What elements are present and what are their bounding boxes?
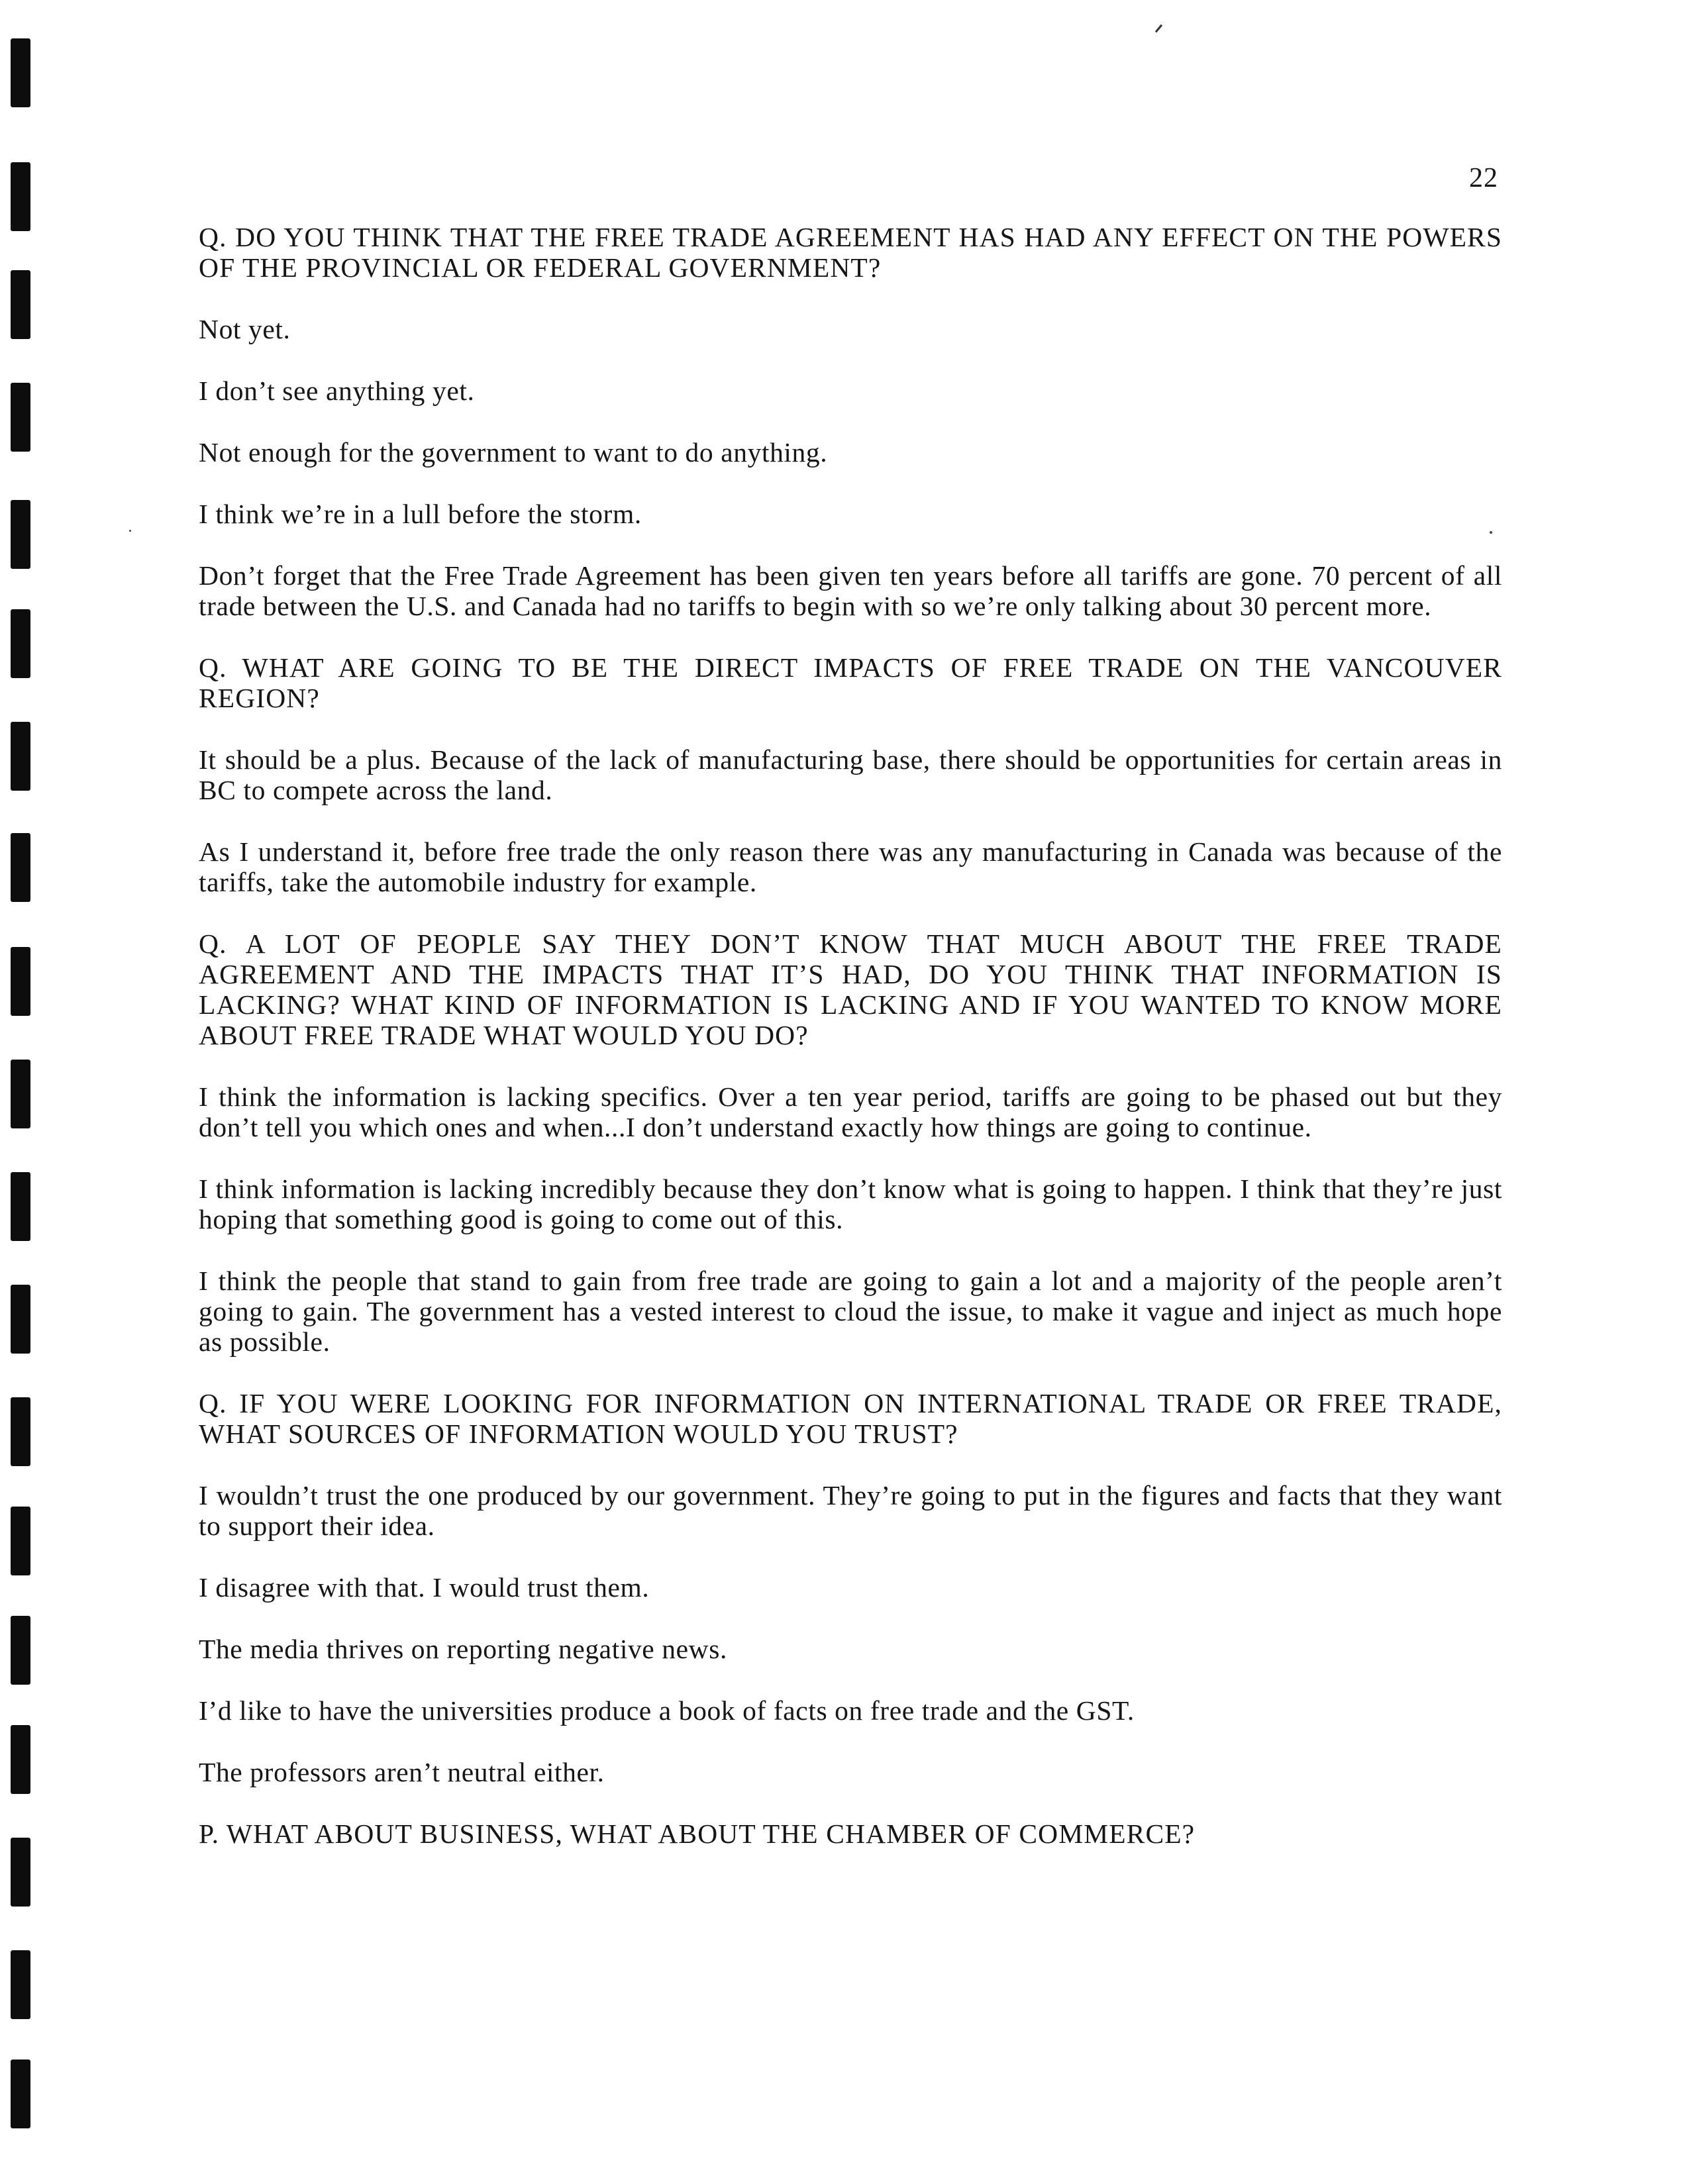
scan-speck <box>1155 25 1162 33</box>
binding-hole-mark <box>11 1725 30 1794</box>
interview-transcript <box>199 222 1502 1880</box>
answer-paragraph: I wouldn’t trust the one produced by our government. They’re going to put in the figures and facts that they want to support their idea. <box>199 1480 1502 1541</box>
binding-hole-mark <box>11 500 30 569</box>
binding-hole-mark <box>11 1397 30 1466</box>
binding-hole-mark <box>11 1616 30 1685</box>
answer-paragraph: I disagree with that. I would trust them. <box>199 1572 650 1603</box>
binding-hole-mark <box>11 947 30 1016</box>
answer-paragraph: I don’t see anything yet. <box>199 375 475 406</box>
binding-hole-mark <box>11 162 30 231</box>
binding-hole-mark <box>11 1950 30 2019</box>
binding-hole-mark <box>11 1060 30 1128</box>
answer-paragraph: I’d like to have the universities produce a book of facts on free trade and the GST. <box>199 1695 1135 1726</box>
binding-hole-mark <box>11 833 30 902</box>
scan-speck <box>129 530 131 532</box>
question-paragraph: Q. WHAT ARE GOING TO BE THE DIRECT IMPACTS OF FREE TRADE ON THE VANCOUVER REGION? <box>199 652 1502 713</box>
binding-hole-mark <box>11 383 30 452</box>
answer-paragraph: Not enough for the government to want to do anything. <box>199 437 828 468</box>
binding-hole-mark <box>11 1172 30 1241</box>
question-paragraph: Q. A LOT OF PEOPLE SAY THEY DON’T KNOW THAT MUCH ABOUT THE FREE TRADE AGREEMENT AND THE IMPACTS THAT IT’S HAD, DO YOU THINK THAT INFORMATION IS LACKING? WHAT KIND OF INFORMATION IS LACKING AND IF YOU WANTED TO KNOW MORE ABOUT FREE TRADE WHAT WOULD YOU DO? <box>199 928 1502 1050</box>
answer-paragraph: I think we’re in a lull before the storm. <box>199 499 642 529</box>
answer-paragraph: I think the people that stand to gain from free trade are going to gain a lot and a majority of the people aren’t going to gain. The government has a vested interest to cloud the issue, to make it vague and inject as much hope as possible. <box>199 1266 1502 1357</box>
answer-paragraph: Not yet. <box>199 314 291 344</box>
answer-paragraph: It should be a plus. Because of the lack of manufacturing base, there should be opportunities for certain areas in BC to compete across the land. <box>199 744 1502 805</box>
binding-hole-mark <box>11 1285 30 1354</box>
question-paragraph: P. WHAT ABOUT BUSINESS, WHAT ABOUT THE CHAMBER OF COMMERCE? <box>199 1818 1196 1849</box>
question-paragraph: Q. DO YOU THINK THAT THE FREE TRADE AGREEMENT HAS HAD ANY EFFECT ON THE POWERS OF THE PROVINCIAL OR FEDERAL GOVERNMENT? <box>199 222 1502 283</box>
question-paragraph: Q. IF YOU WERE LOOKING FOR INFORMATION ON INTERNATIONAL TRADE OR FREE TRADE, WHAT SOURCES OF INFORMATION WOULD YOU TRUST? <box>199 1388 1502 1449</box>
answer-paragraph: Don’t forget that the Free Trade Agreement has been given ten years before all tariffs are gone. 70 percent of all trade between the U.S. and Canada had no tariffs to begin with so we’re only talking about 30 percent more. <box>199 560 1502 621</box>
binding-hole-mark <box>11 270 30 339</box>
binding-hole-mark <box>11 1507 30 1575</box>
page-number: 22 <box>1469 163 1498 193</box>
answer-paragraph: The professors aren’t neutral either. <box>199 1757 605 1787</box>
answer-paragraph: I think information is lacking incredibly because they don’t know what is going to happen. I think that they’re just hoping that something good is going to come out of this. <box>199 1173 1502 1234</box>
answer-paragraph: I think the information is lacking specifics. Over a ten year period, tariffs are going to be phased out but they don’t tell you which ones and when...I don’t understand exactly how things are going to continue. <box>199 1081 1502 1142</box>
answer-paragraph: As I understand it, before free trade the only reason there was any manufacturing in Canada was because of the tariffs, take the automobile industry for example. <box>199 836 1502 897</box>
answer-paragraph: The media thrives on reporting negative news. <box>199 1634 727 1664</box>
binding-hole-mark <box>11 722 30 791</box>
binding-hole-mark <box>11 609 30 678</box>
binding-hole-mark <box>11 1838 30 1907</box>
binding-holes <box>0 0 53 2184</box>
binding-hole-mark <box>11 38 30 107</box>
binding-hole-mark <box>11 2060 30 2128</box>
